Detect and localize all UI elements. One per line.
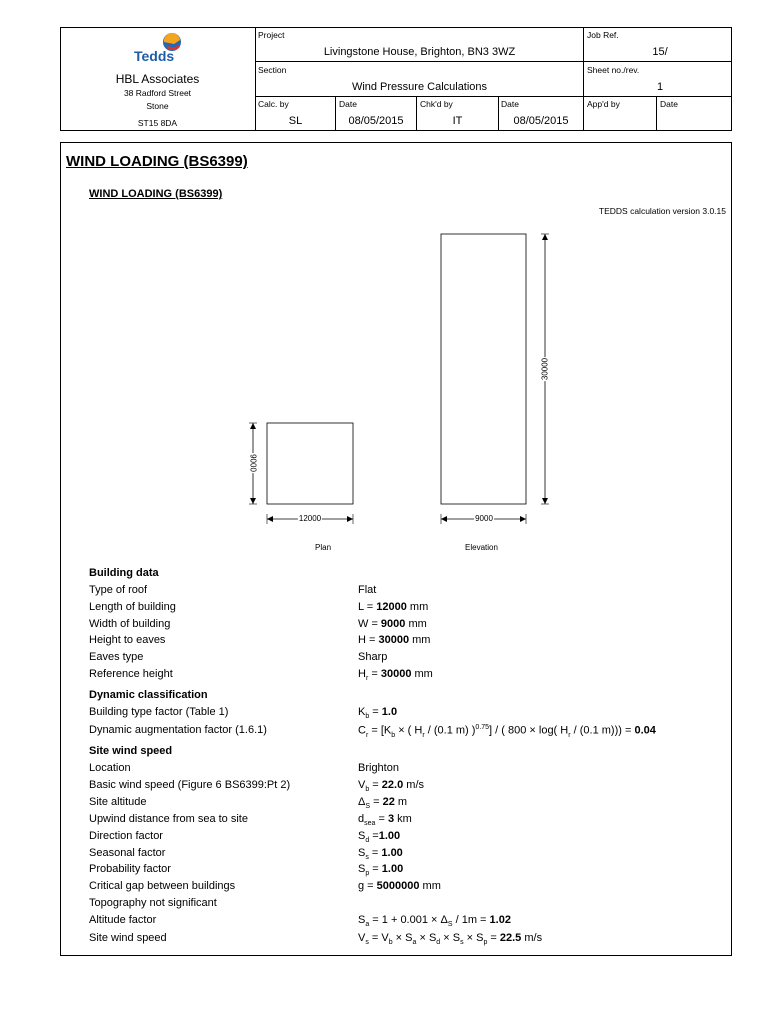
probability-factor-value: $S_p = 1.00$ (358, 863, 404, 878)
probability-factor-label: Probability factor (89, 863, 171, 875)
company-address-line2: Stone (146, 101, 169, 111)
jobref-label: Job Ref. (587, 30, 619, 40)
building-type-factor-value: $K_b = 1.0$ (358, 706, 398, 721)
sheet-value: 1 (656, 81, 664, 93)
altitude-factor-value: $S_a = 1 + 0.001 \times \Delta_S / 1m = 1.02$ (358, 914, 511, 929)
section-title: WIND LOADING (BS6399) (89, 188, 223, 200)
roof-type-value: Flat (358, 584, 377, 596)
sheet-label: Sheet no./rev. (587, 65, 640, 75)
site-altitude-value: $\Delta_S = 22$ m (358, 796, 408, 811)
critical-gap-label: Critical gap between buildings (89, 880, 236, 892)
date2-value: 08/05/2015 (513, 115, 569, 127)
site-wind-speed-label: Site wind speed (89, 932, 167, 944)
date2-label: Date (501, 99, 519, 109)
elevation-outline (441, 234, 526, 504)
location-label: Location (89, 762, 131, 774)
building-type-factor-label: Building type factor (Table 1) (89, 706, 229, 718)
basic-wind-speed-value: $V_b = 22.0$ m/s (358, 779, 424, 794)
eaves-type-label: Eaves type (89, 651, 144, 663)
date1-value: 08/05/2015 (348, 115, 404, 127)
site-altitude-label: Site altitude (89, 796, 147, 808)
company-postcode: ST15 8DA (137, 118, 178, 128)
plan-caption: Plan (315, 543, 332, 552)
chkd-label: Chk'd by (420, 99, 453, 109)
company-address-line1: 38 Radford Street (123, 88, 192, 98)
calcby-value: SL (288, 115, 303, 127)
reference-height-value: $H_r = 30000$ mm (358, 668, 433, 683)
altitude-factor-label: Altitude factor (89, 914, 157, 926)
version-text: TEDDS calculation version 3.0.15 (598, 206, 726, 216)
width-label: Width of building (89, 618, 171, 630)
seasonal-factor-value: $S_s = 1.00$ (358, 847, 403, 862)
dynamic-heading: Dynamic classification (89, 689, 208, 701)
direction-factor-value: $S_d =1.00$ (358, 830, 401, 845)
elevation-width-label: 9000 (475, 514, 493, 523)
width-value: W = 9000 mm (358, 618, 427, 630)
date3-label: Date (660, 99, 678, 109)
logo-text: Tedds (134, 48, 175, 64)
company-name: HBL Associates (115, 72, 200, 86)
plan-outline (267, 423, 353, 504)
height-label: Height to eaves (89, 634, 166, 646)
height-value: H = 30000 mm (358, 634, 431, 646)
appd-label: App'd by (587, 99, 620, 109)
length-label: Length of building (89, 601, 176, 613)
section-value: Wind Pressure Calculations (351, 81, 488, 93)
dynamic-augmentation-label: Dynamic augmentation factor (1.6.1) (89, 724, 267, 736)
upwind-distance-value: $d_{sea} = 3$ km (358, 813, 412, 828)
eaves-type-value: Sharp (358, 651, 388, 663)
section-label: Section (258, 65, 287, 75)
calcby-label: Calc. by (258, 99, 289, 109)
elevation-caption: Elevation (465, 543, 498, 552)
basic-wind-speed-label: Basic wind speed (Figure 6 BS6399:Pt 2) (89, 779, 291, 791)
plan-width-label: 12000 (298, 514, 322, 523)
project-label: Project (258, 30, 285, 40)
chkd-value: IT (452, 115, 463, 127)
dynamic-augmentation-value: $C_r = [K_b$ × ( $H_r / (0.1$ m) )$^{0.75}$] / ( 800 × log( $H_r / (0.1$ m))) = 0.04 (358, 724, 656, 739)
roof-type-label: Type of roof (89, 584, 148, 596)
reference-height-label: Reference height (89, 668, 173, 680)
page-title: WIND LOADING (BS6399) (66, 153, 248, 170)
location-value: Brighton (358, 762, 399, 774)
direction-factor-label: Direction factor (89, 830, 163, 842)
date1-label: Date (339, 99, 357, 109)
site-wind-speed-value: $V_s = V_b \times S_a \times S_d \times S_s \times S_p = 22.5$ m/s (358, 932, 543, 947)
topography-label: Topography not significant (89, 897, 217, 909)
elevation-height-label: 30000 (540, 357, 550, 381)
site-wind-heading: Site wind speed (89, 745, 173, 757)
jobref-value: 15/ (652, 46, 668, 58)
upwind-distance-label: Upwind distance from sea to site (89, 813, 248, 825)
length-value: L = 12000 mm (358, 601, 429, 613)
building-data-heading: Building data (89, 567, 159, 579)
seasonal-factor-label: Seasonal factor (89, 847, 166, 859)
critical-gap-value: g = 5000000 mm (358, 880, 441, 892)
plan-height-label: 9000 (248, 454, 258, 472)
project-value: Livingstone House, Brighton, BN3 3WZ (323, 46, 516, 58)
